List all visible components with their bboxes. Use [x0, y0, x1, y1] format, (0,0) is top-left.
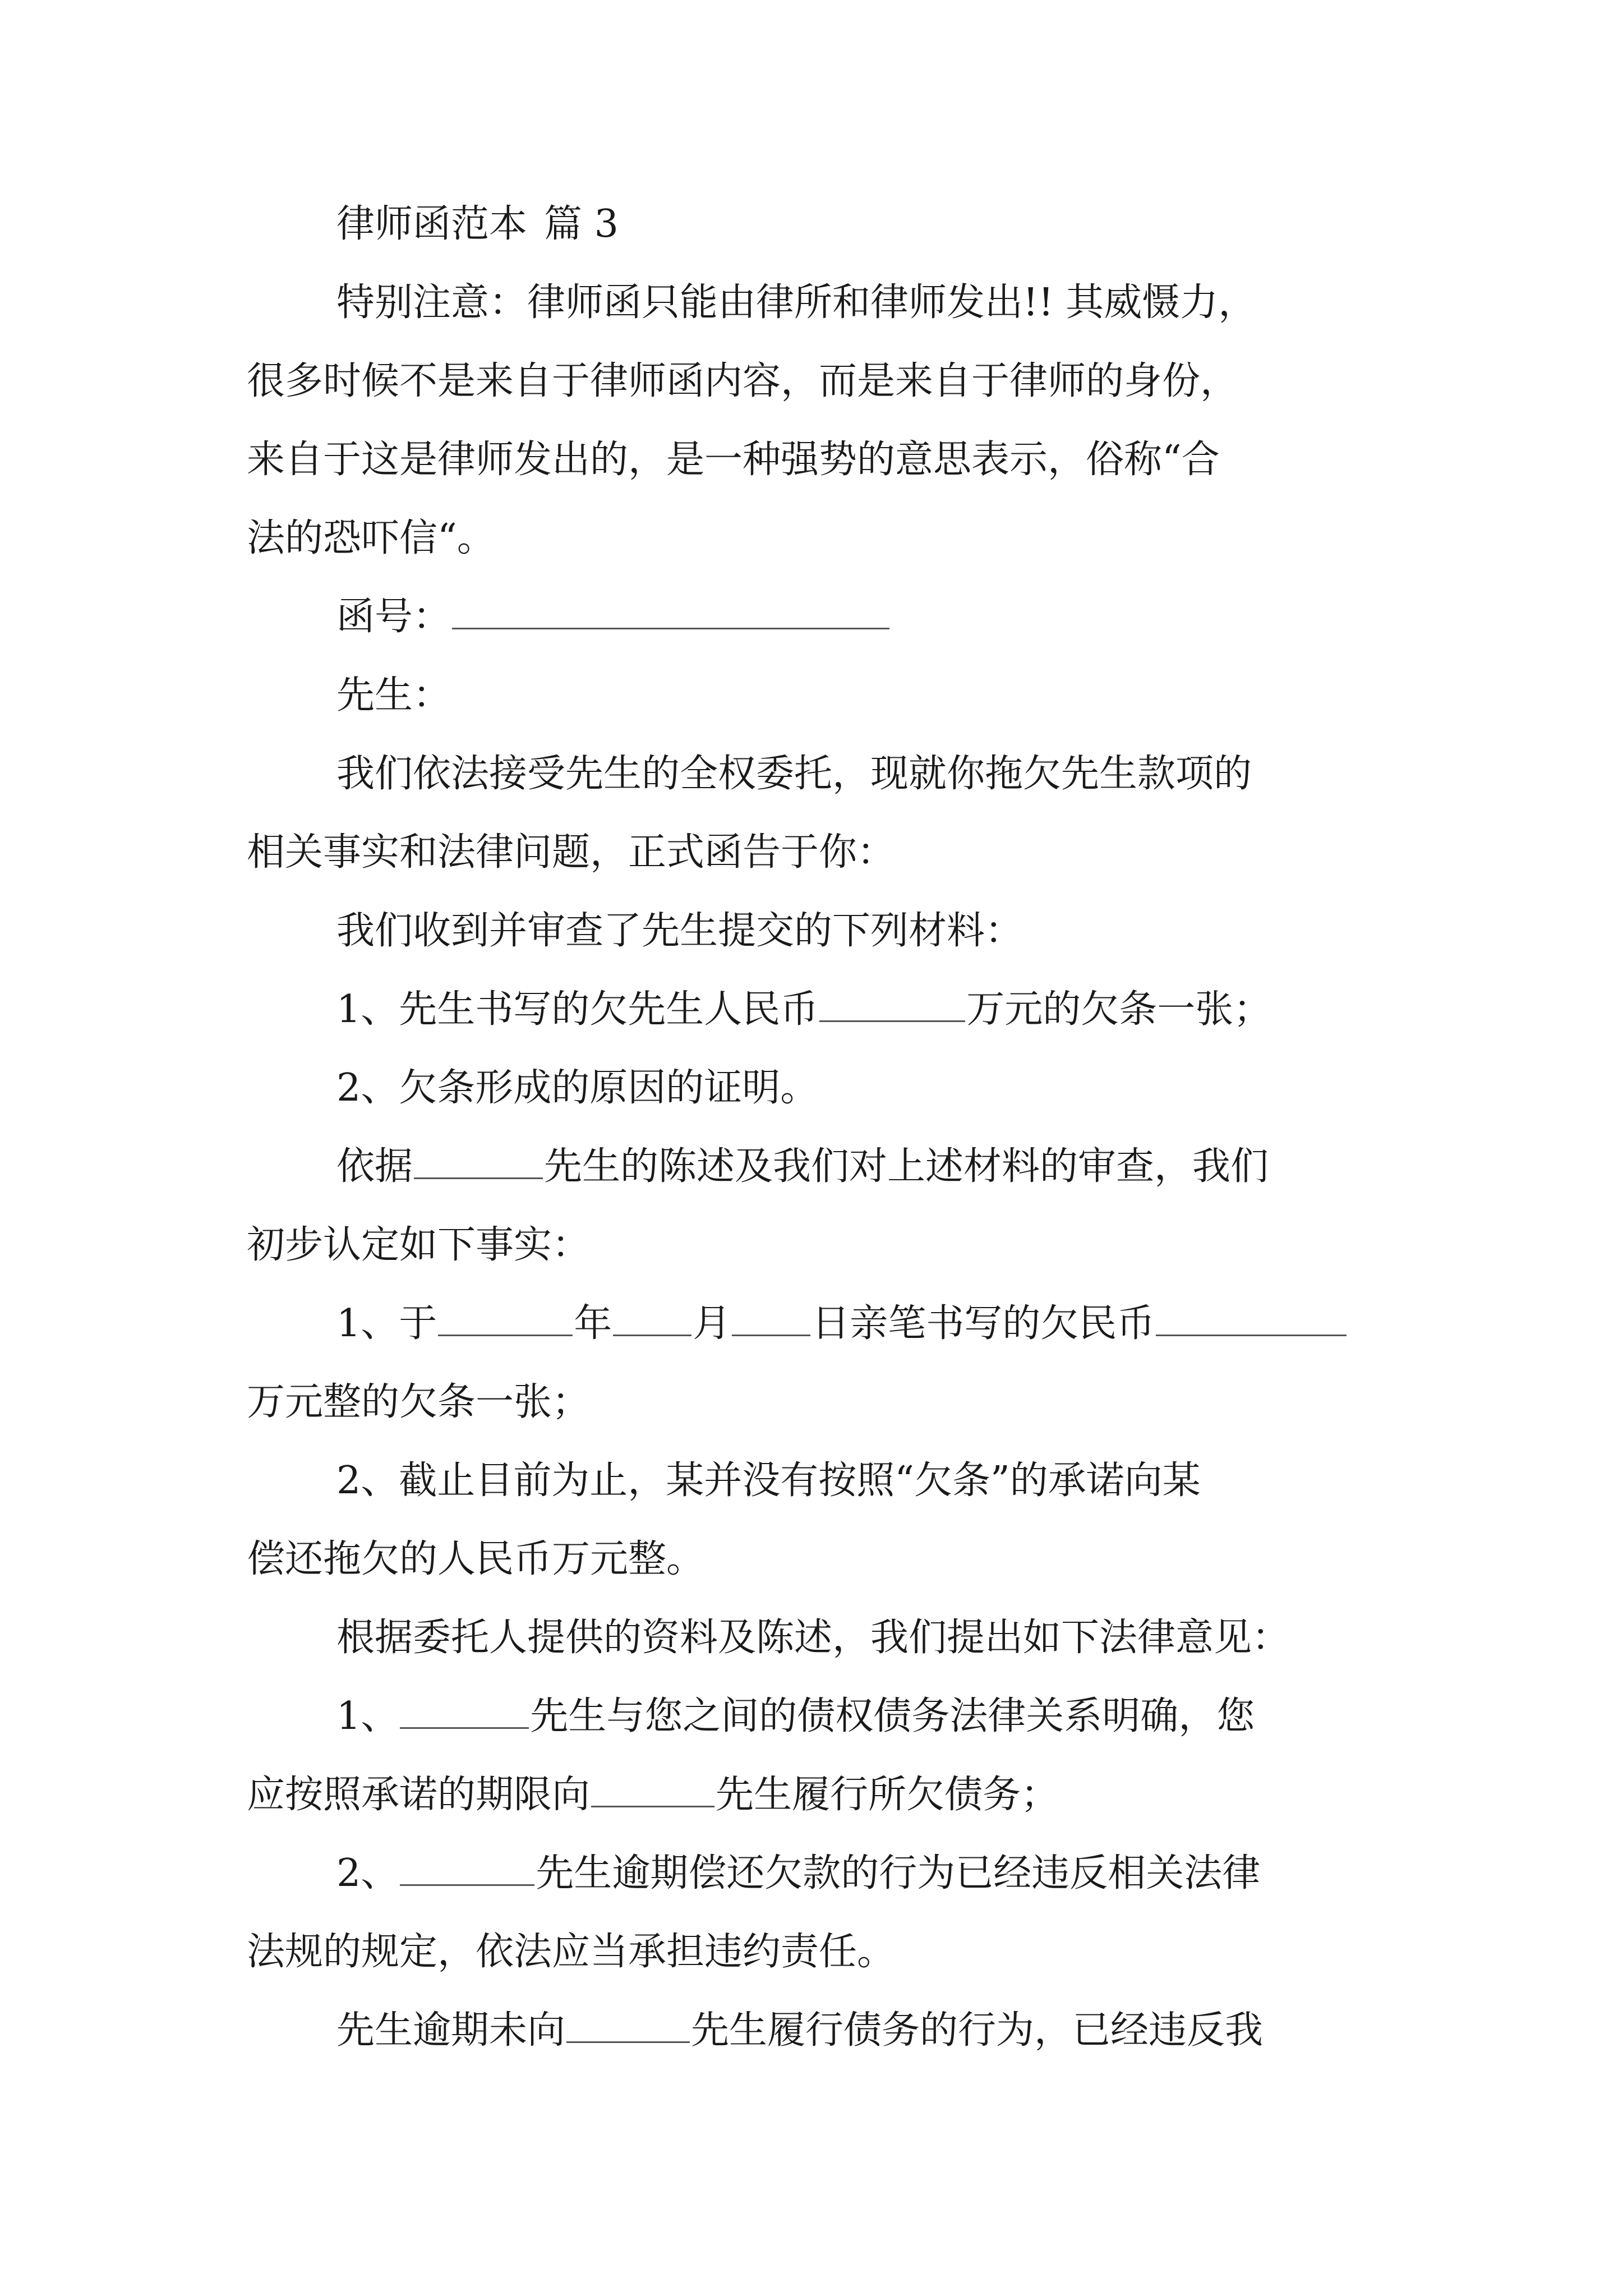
material-item-1-text: 1、先生书写的欠先生人民币	[336, 987, 819, 1032]
year-blank	[438, 1302, 573, 1336]
material-item-2: 2、欠条形成的原因的证明。	[336, 1066, 819, 1110]
closing-name-blank	[566, 2009, 690, 2043]
letter-number-line	[336, 589, 891, 645]
client-name-blank	[414, 1145, 543, 1179]
note-line-4: 法的恐吓信“。	[247, 516, 495, 560]
opinion-intro: 根据委托人提供的资料及陈述，我们提出如下法律意见：	[336, 1616, 1290, 1660]
opinion-2-name-blank	[400, 1852, 534, 1886]
note-line-2: 很多时候不是来自于律师函内容，而是来自于律师的身份，	[247, 359, 1239, 403]
note-line-1: 特别注意：律师函只能由律所和律师发出!! 其威慑力，	[336, 280, 1257, 325]
opinion-1-line-2-prefix: 应按照承诺的期限向	[247, 1773, 591, 1817]
opinion-1-line-2-suffix: 先生履行所欠债务；	[716, 1773, 1059, 1817]
basis-line-1	[336, 1139, 1269, 1195]
basis-prefix: 依据	[336, 1144, 413, 1189]
amount-blank	[819, 988, 965, 1022]
year-label: 年	[574, 1301, 612, 1346]
closing-suffix: 先生履行债务的行为，已经违反我	[691, 2008, 1264, 2053]
section-label: 篇 3	[544, 202, 619, 246]
opinion-2-text: 先生逾期偿还欠款的行为已经违反相关法律	[536, 1851, 1261, 1895]
fact-1-line-1	[336, 1296, 1348, 1352]
month-label: 月	[693, 1301, 731, 1346]
received-line: 我们收到并审查了先生提交的下列材料：	[336, 909, 1023, 953]
month-blank	[613, 1302, 691, 1336]
fact-2-line-2: 偿还拖欠的人民币万元整。	[247, 1537, 705, 1581]
basis-line-2: 初步认定如下事实：	[247, 1223, 591, 1267]
note-line-3: 来自于这是律师发出的，是一种强势的意思表示，俗称“合	[247, 438, 1220, 482]
opinion-1-text: 先生与您之间的债权债务法律关系明确，您	[530, 1694, 1255, 1738]
salutation: 先生：	[336, 673, 451, 717]
document-title: 律师函范本	[336, 202, 528, 246]
fact-1-text: 日亲笔书写的欠民币	[811, 1301, 1155, 1346]
opinion-1-prefix: 1、	[336, 1694, 399, 1738]
letter-number-label: 函号：	[336, 595, 451, 639]
document-title-line	[336, 196, 619, 252]
basis-suffix: 先生的陈述及我们对上述材料的审查，我们	[544, 1144, 1269, 1189]
material-item-1	[336, 982, 1271, 1038]
letter-number-blank	[452, 595, 889, 629]
day-blank	[732, 1302, 810, 1336]
closing-line	[336, 2003, 1263, 2059]
closing-prefix: 先生逾期未向	[336, 2008, 566, 2053]
opinion-2-line-2: 法规的规定，依法应当承担违约责任。	[247, 1930, 896, 1974]
opinion-2-prefix: 2、	[336, 1851, 399, 1895]
fact-1-prefix: 1、于	[336, 1301, 437, 1346]
fact-amount-blank	[1156, 1302, 1347, 1336]
intro-line-1: 我们依法接受先生的全权委托，现就你拖欠先生款项的	[336, 752, 1252, 796]
intro-line-2: 相关事实和法律问题，正式函告于你：	[247, 830, 896, 875]
fact-1-line-2: 万元整的欠条一张；	[247, 1380, 591, 1424]
opinion-1-line-1	[336, 1688, 1255, 1745]
material-item-1-suffix: 万元的欠条一张；	[966, 987, 1272, 1032]
fact-2-line-1: 2、截止目前为止，某并没有按照“欠条”的承诺向某	[336, 1458, 1201, 1503]
opinion-1-name-blank	[400, 1695, 529, 1729]
opinion-2-line-1	[336, 1846, 1260, 1902]
opinion-1-line-2	[247, 1767, 1059, 1823]
opinion-1-creditor-blank	[591, 1773, 714, 1807]
